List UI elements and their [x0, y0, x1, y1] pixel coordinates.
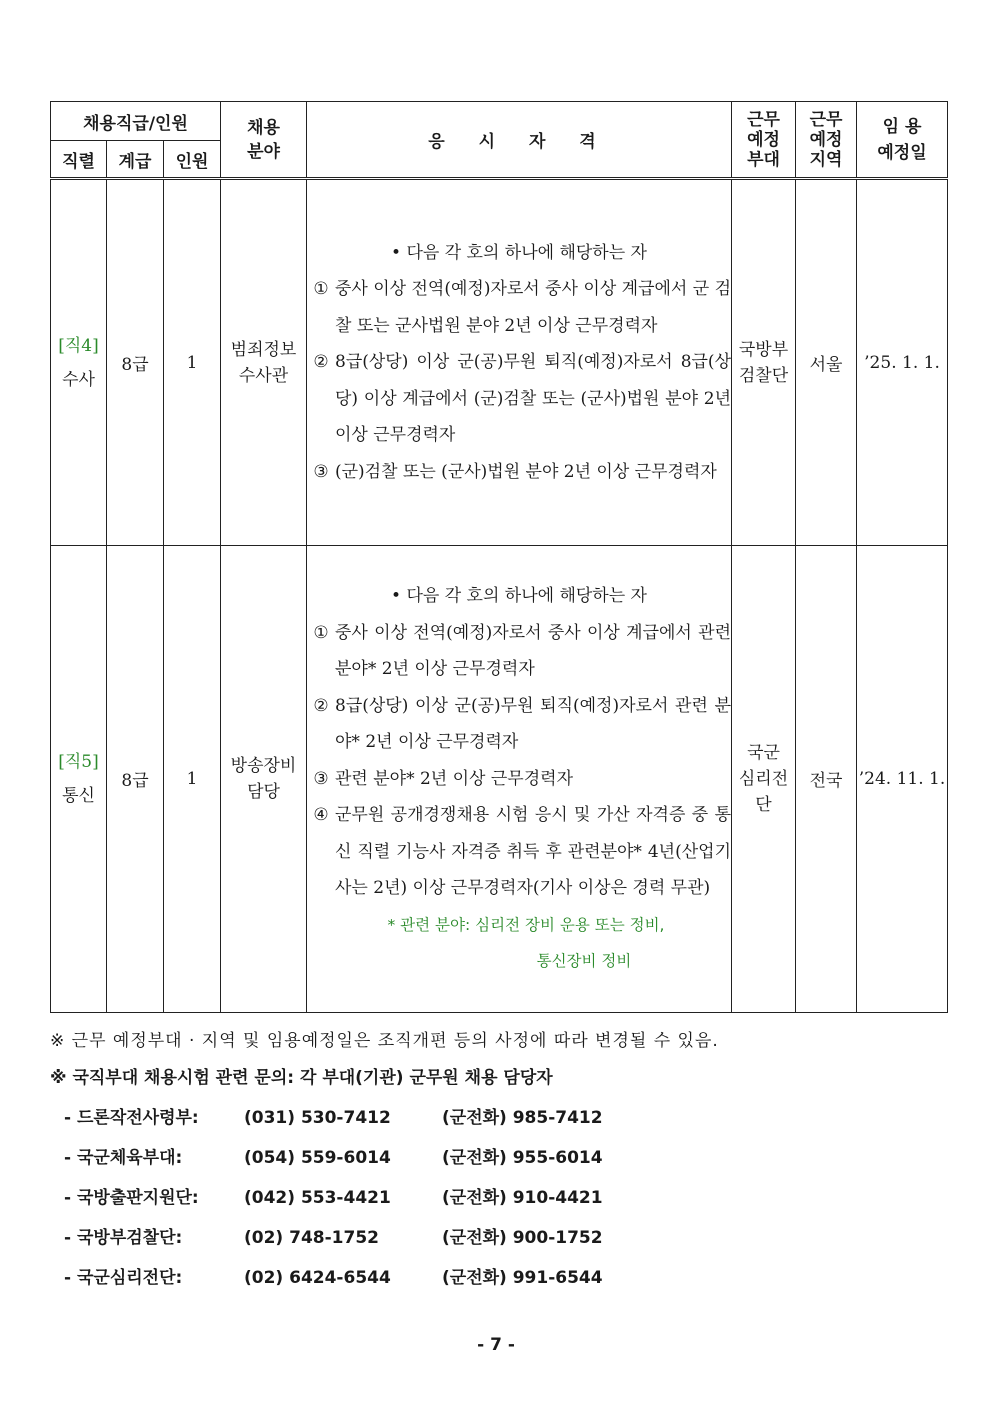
header-field — [221, 102, 307, 179]
item-text: 중사 이상 전역(예정)자로서 중사 이상 계급에서 관련 분야* 2년 이상 근무경력자 — [335, 622, 731, 680]
inquiry-note: ※ 국직부대 채용시험 관련 문의: 각 부대(기관) 군무원 채용 담당자 — [50, 1068, 553, 1088]
contact-military-phone: (군전화) 991-6544 — [442, 1268, 603, 1288]
grade-cell: 8급 — [107, 179, 164, 546]
contact-row — [50, 1258, 950, 1298]
item-number: ② — [313, 695, 329, 716]
related-field-note-cont: 통신장비 정비 — [536, 952, 632, 971]
field-cell — [221, 545, 307, 1012]
count-cell: 1 — [164, 545, 221, 1012]
contact-unit: - 국군체육부대: — [64, 1148, 183, 1168]
contact-military-phone: (군전화) 910-4421 — [442, 1188, 603, 1208]
item-number: ② — [313, 352, 329, 373]
header-region — [796, 102, 857, 179]
item-number: ③ — [313, 461, 329, 482]
header-qualification — [307, 102, 732, 179]
qualification-intro: • 다음 각 호의 하나에 해당하는 자 — [391, 586, 647, 607]
contact-unit: - 국방출판지원단: — [64, 1188, 199, 1208]
header-qualification-text: 응 시 자 격 — [428, 132, 610, 153]
series-cell — [51, 545, 107, 1012]
contact-row — [50, 1138, 950, 1178]
position-code: [직4] — [58, 335, 99, 356]
item-text: 8급(상당) 이상 군(공)무원 퇴직(예정)자로서 8급(상당) 이상 계급에서 (군)검찰 또는 (군사)법원 분야 2년 이상 근무경력자 — [335, 352, 731, 446]
header-group: 채용직급/인원 — [51, 102, 221, 141]
contact-unit: - 드론작전사령부: — [64, 1108, 199, 1128]
series-name: 통신 — [62, 785, 95, 806]
contact-row — [50, 1218, 950, 1258]
contact-row — [50, 1098, 950, 1138]
field-text: 범죄정보 수사관 — [230, 339, 297, 386]
header-date — [857, 102, 948, 179]
contact-military-phone: (군전화) 985-7412 — [442, 1108, 603, 1128]
contact-military-phone: (군전화) 900-1752 — [442, 1228, 603, 1248]
item-number: ③ — [313, 768, 329, 789]
series-name: 수사 — [62, 369, 95, 390]
header-grade: 계급 — [107, 141, 164, 179]
item-text: (군)검찰 또는 (군사)법원 분야 2년 이상 근무경력자 — [335, 461, 717, 482]
contact-phone: (02) 6424-6544 — [244, 1268, 391, 1288]
item-text: 8급(상당) 이상 군(공)무원 퇴직(예정)자로서 관련 분야* 2년 이상 근무경력자 — [335, 695, 731, 753]
item-number: ① — [313, 622, 329, 643]
region-cell: 전국 — [796, 545, 857, 1012]
schedule-change-note: ※ 근무 예정부대 · 지역 및 임용예정일은 조직개편 등의 사정에 따라 변경될 수 있음. — [50, 1031, 719, 1051]
unit-text: 국방부 검찰단 — [738, 339, 789, 386]
qualification-intro: • 다음 각 호의 하나에 해당하는 자 — [391, 242, 647, 263]
item-number: ① — [313, 279, 329, 300]
contact-military-phone: (군전화) 955-6014 — [442, 1148, 603, 1168]
header-unit — [732, 102, 796, 179]
recruitment-table — [50, 101, 948, 1013]
table-row — [51, 545, 948, 1012]
notes-section — [50, 1024, 950, 1298]
contact-row — [50, 1178, 950, 1218]
field-cell — [221, 179, 307, 546]
qualification-item — [307, 271, 731, 344]
unit-cell — [732, 179, 796, 546]
date-cell: ’25. 1. 1. — [857, 179, 948, 546]
contact-unit: - 국방부검찰단: — [64, 1228, 183, 1248]
item-text: 관련 분야* 2년 이상 근무경력자 — [335, 768, 573, 789]
series-cell — [51, 179, 107, 546]
qualification-item — [307, 615, 731, 688]
header-field-text: 채용 분야 — [247, 117, 280, 162]
item-number: ④ — [313, 805, 329, 826]
qualification-item — [307, 688, 731, 761]
header-region-text: 근무 예정 지역 — [809, 109, 843, 170]
region-cell: 서울 — [796, 179, 857, 546]
qualification-item — [307, 454, 731, 491]
qualification-cell — [307, 179, 732, 546]
header-date-text: 임 용 예정일 — [877, 116, 927, 163]
grade-cell: 8급 — [107, 545, 164, 1012]
unit-text: 국군 심리전단 — [738, 742, 789, 815]
count-cell: 1 — [164, 179, 221, 546]
position-code: [직5] — [58, 751, 99, 772]
contact-phone: (042) 553-4421 — [244, 1188, 391, 1208]
item-text: 중사 이상 전역(예정)자로서 중사 이상 계급에서 군 검찰 또는 군사법원 분야 2년 이상 근무경력자 — [335, 279, 731, 336]
qualification-cell — [307, 545, 732, 1012]
contact-phone: (02) 748-1752 — [244, 1228, 379, 1248]
page-number: - 7 - — [477, 1335, 515, 1355]
contact-phone: (031) 530-7412 — [244, 1108, 391, 1128]
unit-cell — [732, 545, 796, 1012]
header-series: 직렬 — [51, 141, 107, 179]
table-row — [51, 179, 948, 546]
qualification-item — [307, 797, 731, 907]
contact-phone: (054) 559-6014 — [244, 1148, 391, 1168]
header-count: 인원 — [164, 141, 221, 179]
related-field-note: * 관련 분야: 심리전 장비 운용 또는 정비, — [387, 915, 665, 934]
contact-unit: - 국군심리전단: — [64, 1268, 183, 1288]
qualification-item — [307, 761, 731, 798]
header-unit-text: 근무 예정 부대 — [747, 109, 780, 170]
qualification-item — [307, 344, 731, 454]
date-cell: ’24. 11. 1. — [857, 545, 948, 1012]
item-text: 군무원 공개경쟁채용 시험 응시 및 가산 자격증 중 통신 직렬 기능사 자격증 취득 후 관련분야* 4년(산업기사는 2년) 이상 근무경력자(기사 이상은 경력 무관) — [335, 805, 731, 899]
field-text: 방송장비 담당 — [230, 755, 297, 802]
